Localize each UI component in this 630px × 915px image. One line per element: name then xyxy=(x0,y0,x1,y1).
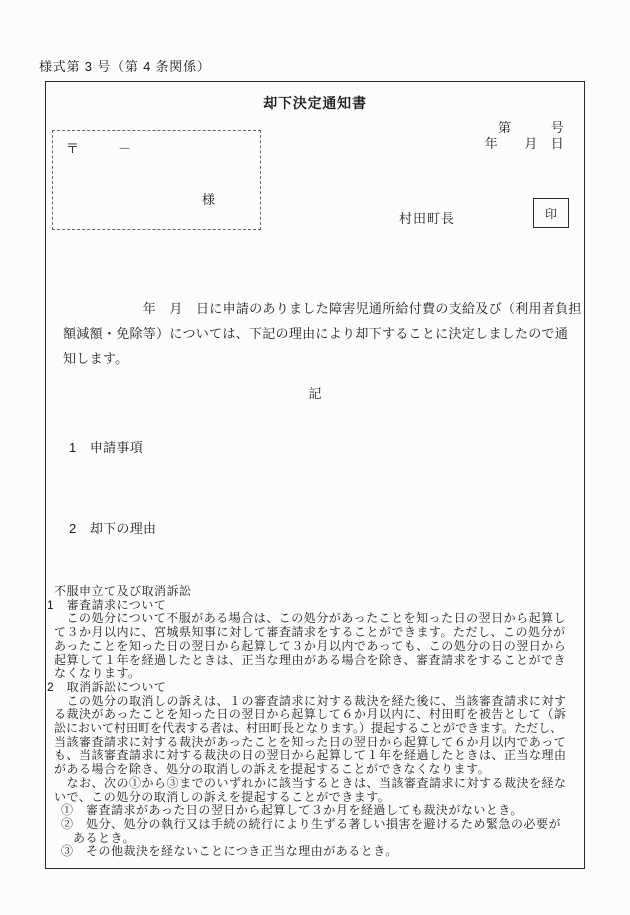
body-line: 年 月 日に申請のありました障害児通所給付費の支給及び（利用者負担 xyxy=(63,301,582,316)
appeal-line: ① 審査請求があった日の翌日から起算して３か月を経過しても裁決がないとき。 xyxy=(61,803,523,818)
item-application-matters: 1 申請事項 xyxy=(69,440,144,455)
appeal-line: 1 審査請求について xyxy=(47,597,167,612)
appeal-line: も、当該審査請求に対する裁決の日の翌日から起算して１年を経過したときは、正当な理由 xyxy=(54,748,567,763)
appeal-line: 不服申立て及び取消訴訟 xyxy=(54,584,192,598)
addressee-honorific: 様 xyxy=(202,192,216,207)
appeal-line: いで、この処分の取消しの訴えを提起することができます。 xyxy=(54,789,391,804)
appeal-line: 2 取消訴訟について xyxy=(47,679,167,694)
notification-body xyxy=(63,296,582,371)
appeal-line: あったことを知った日の翌日から起算して３か月以内であっても、この処分の日の翌日から xyxy=(54,638,567,653)
appeal-line: がある場合を除き、処分の取消しの訴えを提起することができなくなります。 xyxy=(54,762,491,777)
postal-code-line: 〒 － xyxy=(66,141,132,156)
appeal-line: この処分の取消しの訴えは、１の審査請求に対する裁決を経た後に、当該審査請求に対す xyxy=(54,693,567,708)
item-rejection-reason: 2 却下の理由 xyxy=(69,521,157,536)
addressee-box xyxy=(52,130,261,230)
ki-marker: 記 xyxy=(308,386,322,401)
seal-label: 印 xyxy=(544,206,557,221)
document-title: 却下決定通知書 xyxy=(263,95,367,111)
document-date-line: 年 月 日 xyxy=(484,136,564,151)
appeal-line: 起算して１年を経過したときは、正当な理由がある場合を除き、審査請求をすることができ xyxy=(54,652,567,667)
appeal-line: る裁決があったことを知った日の翌日から起算して６か月以内に、村田町を被告として（訴 xyxy=(54,707,567,722)
appeal-line: ② 処分、処分の執行又は手続の続行により生ずる著しい損害を避けるため緊急の必要が xyxy=(61,816,562,831)
appeal-line: ③ その他裁決を経ないことにつき正当な理由があるとき。 xyxy=(61,844,398,859)
appeal-line: て３か月以内に、宮城県知事に対して審査請求をすることができます。ただし、この処分が xyxy=(54,625,566,640)
appeal-line: 訟において村田町を代表する者は、村田町長となります。）提起することができます。ただし、 xyxy=(54,721,563,736)
appeal-line: この処分について不服がある場合は、この処分があったことを知った日の翌日から起算し xyxy=(54,611,567,626)
seal-box xyxy=(533,198,569,228)
appeal-line: あるとき。 xyxy=(73,830,136,845)
appeal-line: なくなります。 xyxy=(54,666,141,681)
document-number-line: 第 号 xyxy=(497,120,564,135)
body-line: 額減額・免除等）については、下記の理由により却下することに決定しましたので通 xyxy=(63,326,569,341)
appeal-line: なお、次の①から③までのいずれかに該当するときは、当該審査請求に対する裁決を経な xyxy=(54,775,567,790)
body-line: 知します。 xyxy=(63,351,129,366)
form-style-label: 様式第 3 号（第 4 条関係） xyxy=(39,59,211,74)
document-border-box xyxy=(45,81,585,869)
appeal-and-lawsuit-notice xyxy=(46,585,584,859)
appeal-line: 当該審査請求に対する裁決があったことを知った日の翌日から起算して６か月以内であって xyxy=(54,734,567,749)
issuer-name: 村田町長 xyxy=(399,211,456,226)
